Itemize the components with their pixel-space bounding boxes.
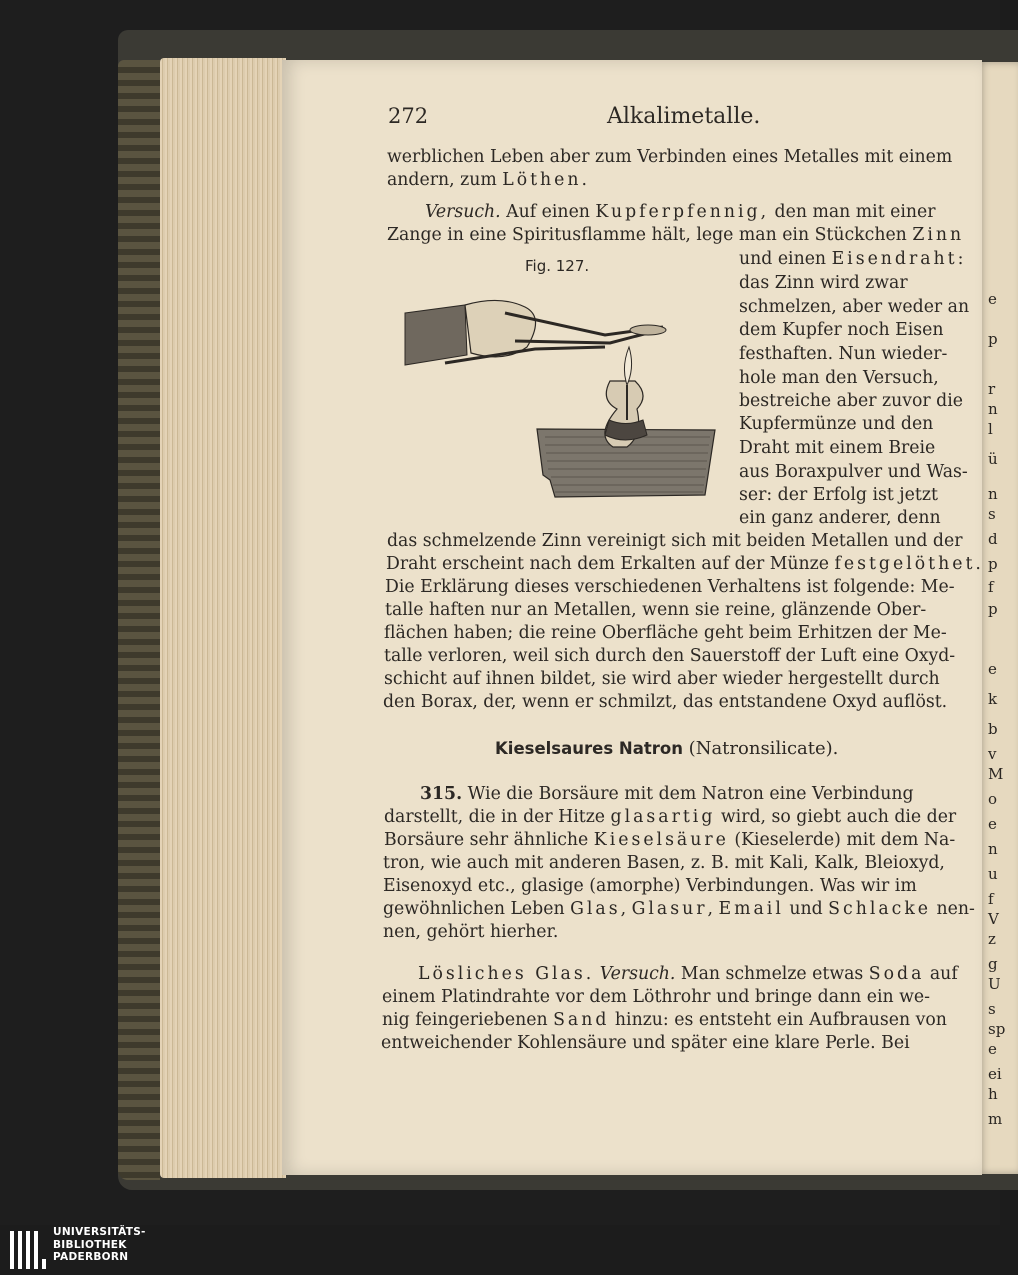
facing-page-letter: sp	[988, 1020, 1006, 1038]
facing-page-letter: v	[988, 745, 997, 763]
facing-page-letter: f	[988, 890, 994, 908]
facing-page-letter: p	[988, 555, 998, 573]
text-line: ein ganz anderer, denn	[739, 508, 941, 528]
facing-page-letter: s	[988, 1000, 996, 1018]
text-line: talle verloren, weil sich durch den Sauerstoff der Luft eine Oxyd-	[384, 646, 956, 666]
text-line: Draht erscheint nach dem Erkalten auf der Münze festgelöthet.	[386, 554, 984, 574]
facing-page-edge	[978, 62, 1018, 1174]
text-line: flächen haben; die reine Oberfläche geht beim Erhitzen der Me-	[384, 623, 947, 643]
text-line: den Borax, der, wenn er schmilzt, das entstandene Oxyd auflöst.	[383, 692, 948, 712]
facing-page-letter: ei	[988, 1065, 1002, 1083]
facing-page-letter: p	[988, 330, 998, 348]
facing-page-letter: l	[988, 420, 993, 438]
facing-page-letter: d	[988, 530, 998, 548]
text-line: entweichender Kohlensäure und später eine klare Perle. Bei	[381, 1033, 910, 1053]
text-line: das schmelzende Zinn vereinigt sich mit beiden Metallen und der	[387, 531, 963, 551]
library-name: UNIVERSITÄTS- BIBLIOTHEK PADERBORN	[53, 1226, 146, 1263]
library-footer	[0, 1225, 1000, 1275]
facing-page-letter: e	[988, 660, 997, 678]
paragraph-number: 315.	[420, 784, 463, 804]
text-line: werblichen Leben aber zum Verbinden eines Metalles mit einem	[387, 147, 953, 167]
text-line: ser: der Erfolg ist jetzt	[739, 485, 938, 505]
facing-page-letter: n	[988, 485, 998, 503]
facing-page-letter: U	[988, 975, 1001, 993]
text-line: dem Kupfer noch Eisen	[739, 320, 944, 340]
text-line: Die Erklärung dieses verschiedenen Verhaltens ist folgende: Me-	[385, 577, 955, 597]
page-edges	[160, 58, 286, 1178]
facing-page-letter: n	[988, 840, 998, 858]
facing-page-letter: M	[988, 765, 1004, 783]
text-line: schmelzen, aber weder an	[739, 297, 970, 317]
text-line: gewöhnlichen Leben Glas, Glasur, Email und Schlacke nen-	[383, 899, 975, 919]
facing-page-letter: m	[988, 1110, 1003, 1128]
facing-page-letter: o	[988, 790, 998, 808]
facing-page-letter: k	[988, 690, 998, 708]
text-line: aus Boraxpulver und Was-	[739, 462, 968, 482]
text-line: darstellt, die in der Hitze glasartig wird, so giebt auch die der	[384, 807, 957, 827]
facing-page-letter: e	[988, 290, 997, 308]
text-line: Zange in eine Spiritusflamme hält, lege man ein Stückchen Zinn	[387, 225, 965, 245]
text-line: Borsäure sehr ähnliche Kieselsäure (Kieselerde) mit dem Na-	[384, 830, 956, 850]
text-line: und einen Eisendraht:	[739, 249, 967, 269]
text-line: andern, zum Löthen.	[387, 170, 591, 190]
section-heading: Kieselsaures Natron (Natronsilicate).	[495, 738, 839, 759]
facing-page-letter: n	[988, 400, 998, 418]
text-line: Kupfermünze und den	[739, 414, 934, 434]
book-spine	[118, 60, 160, 1180]
library-logo-icon	[8, 1229, 48, 1271]
text-line: talle haften nur an Metallen, wenn sie reine, glänzende Ober-	[385, 600, 927, 620]
facing-page-letter: z	[988, 930, 996, 948]
facing-page-letter: f	[988, 578, 994, 596]
text-line: 315. Wie die Borsäure mit dem Natron eine Verbindung	[420, 784, 914, 804]
facing-page-letter: r	[988, 380, 996, 398]
facing-page-letter: p	[988, 600, 998, 618]
facing-page-letter: ü	[988, 450, 998, 468]
figure-label: Fig. 127.	[525, 257, 590, 275]
text-line: festhaften. Nun wieder-	[739, 344, 948, 364]
text-line: Lösliches Glas. Versuch. Man schmelze etwas Soda auf	[418, 964, 958, 984]
running-title: Alkalimetalle.	[607, 104, 761, 129]
figure-illustration	[405, 285, 735, 510]
text-line: bestreiche aber zuvor die	[739, 391, 963, 411]
text-line: Eisenoxyd etc., glasige (amorphe) Verbindungen. Was wir im	[383, 876, 917, 896]
facing-page-letter: b	[988, 720, 998, 738]
text-line: schicht auf ihnen bildet, sie wird aber wieder hergestellt durch	[384, 669, 940, 689]
text-line: nig feingeriebenen Sand hinzu: es entsteht ein Aufbrausen von	[382, 1010, 947, 1030]
facing-page-letter: s	[988, 505, 996, 523]
facing-page-letter: V	[988, 910, 999, 928]
facing-page-letter: h	[988, 1085, 998, 1103]
text-line: Versuch. Auf einen Kupferpfennig, den man mit einer	[425, 202, 936, 222]
text-line: einem Platindrahte vor dem Löthrohr und bringe dann ein we-	[382, 987, 930, 1007]
facing-page-letter: g	[988, 955, 998, 973]
text-line: nen, gehört hierher.	[383, 922, 559, 942]
text-line: Draht mit einem Breie	[739, 438, 936, 458]
text-line: hole man den Versuch,	[739, 368, 939, 388]
facing-page-letter: e	[988, 1040, 997, 1058]
facing-page-letter: u	[988, 865, 998, 883]
text-line: tron, wie auch mit anderen Basen, z. B. mit Kali, Kalk, Bleioxyd,	[383, 853, 945, 873]
facing-page-letter: e	[988, 815, 997, 833]
page-number: 272	[388, 104, 429, 128]
text-line: das Zinn wird zwar	[739, 273, 908, 293]
